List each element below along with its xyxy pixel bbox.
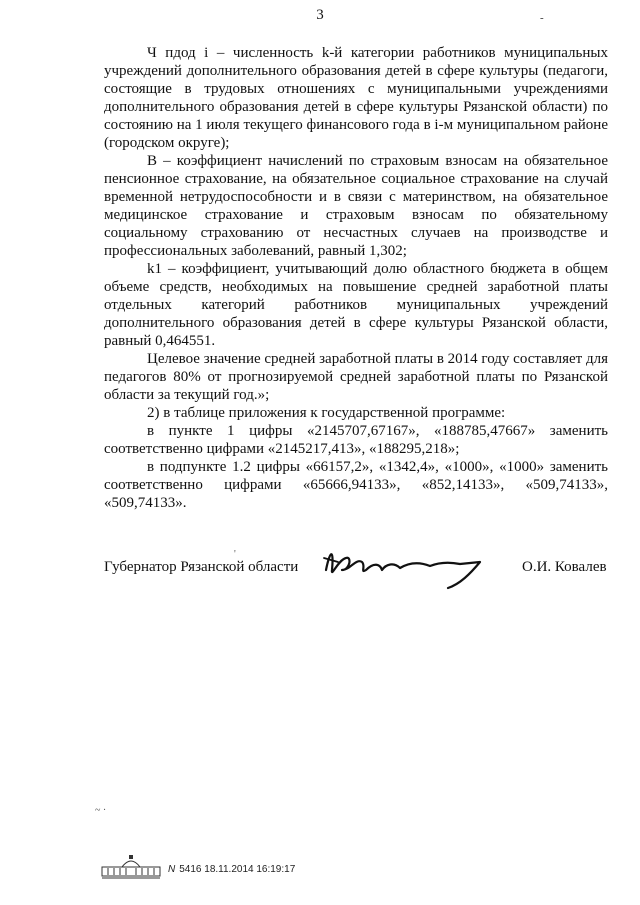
tick-mark: ' <box>234 549 236 560</box>
registration-stamp <box>168 864 295 875</box>
paragraph-coefficient-b: В – коэффициент начислений по страховым взносам на обязательное пенсионное страхование, на обязательное социальное страхование на случай временной нетрудоспособности и в связи с материнством, на обязательное медицинское страхование и страховым взносам по обязательному социальному страхованию от несчастных случаев на производстве и профессиональных заболеваний, равный 1,302; <box>104 153 608 259</box>
paragraph-item-1: в пункте 1 цифры «2145707,67167», «188785,47667» заменить соответственно цифрами «2145217,413», «188295,218»; <box>104 423 608 457</box>
paragraph-table-amendment: 2) в таблице приложения к государственной программе: <box>147 405 506 421</box>
page-number: 3 <box>316 7 324 23</box>
registration-text: 5416 18.11.2014 16:19:17 <box>179 864 296 875</box>
building-logo-icon <box>100 853 162 879</box>
signatory-name: О.И. Ковалев <box>522 559 607 575</box>
signatory-position: Губернатор Рязанской области <box>104 559 299 575</box>
handwritten-signature <box>320 540 500 590</box>
stray-mark: ~ · <box>95 805 107 816</box>
paragraph-count-definition: Ч пдод i – численность k-й категории работников муниципальных учреждений дополнительного образования детей в сфере культуры (педагоги, состоящие в трудовых отношениях с муниципальными учреждениями дополнительного образования детей в сфере культуры Рязанской области) по состоянию на 1 июля текущего финансового года в i-м муниципальном районе (городском округе); <box>104 45 608 151</box>
corner-mark: - <box>540 12 544 24</box>
registration-mark: N <box>168 864 176 875</box>
document-body <box>104 44 608 512</box>
paragraph-target-salary: Целевое значение средней заработной платы в 2014 году составляет для педагогов 80% от прогнозируемой средней заработной платы по Рязанской области за текущий год.»; <box>104 351 608 403</box>
paragraph-coefficient-k1: k1 – коэффициент, учитывающий долю областного бюджета в общем объеме средств, необходимых на повышение средней заработной платы отдельных категорий работников муниципальных учреждений дополнительного образования детей в сфере культуры Рязанской области, равный 0,464551. <box>104 261 608 349</box>
paragraph-subitem-1-2: в подпункте 1.2 цифры «66157,2», «1342,4», «1000», «1000» заменить соответственно цифрами «65666,94133», «852,14133», «509,74133», «509,74133». <box>104 459 608 511</box>
